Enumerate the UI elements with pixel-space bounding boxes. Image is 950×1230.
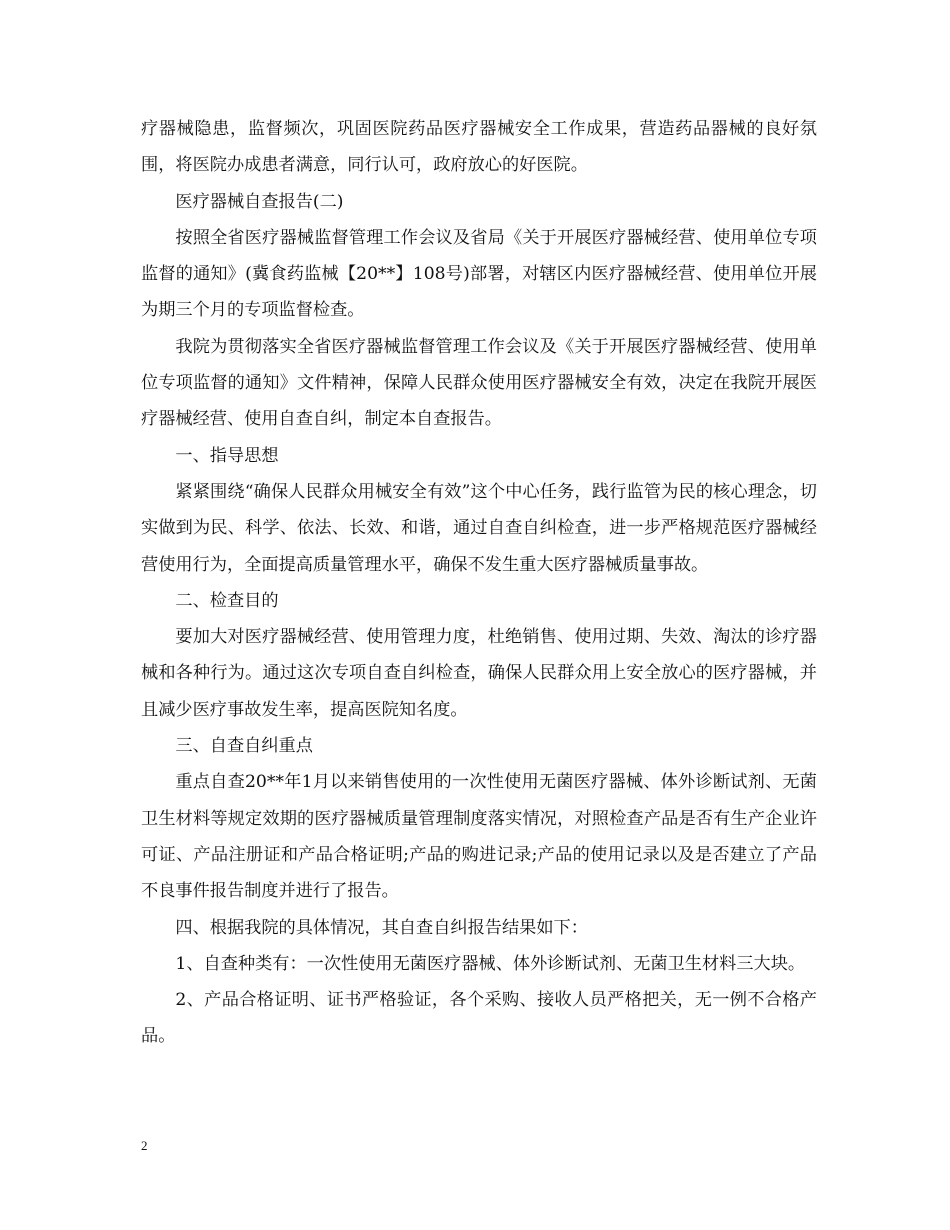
heading-inspection-purpose: 二、检查目的 xyxy=(175,590,279,611)
paragraph-13: 2、产品合格证明、证书严格验证，各个采购、接收人员严格把关，无一例不合格产品。 xyxy=(141,990,817,1047)
paragraph-1: 疗器械隐患，监督频次，巩固医院药品医疗器械安全工作成果，营造药品器械的良好氛围，将医院办成患者满意，同行认可，政府放心的好医院。 xyxy=(141,119,817,176)
paragraph-8: 要加大对医疗器械经营、使用管理力度，杜绝销售、使用过期、失效、淘汰的诊疗器械和各种行为。通过这次专项自查自纠检查，确保人民群众用上安全放心的医疗器械，并且减少医疗事故发生率，提高医院知名度。 xyxy=(141,627,817,720)
heading-guiding-thought: 一、指导思想 xyxy=(175,445,279,466)
paragraph-12: 1、自查种类有：一次性使用无菌医疗器械、体外诊断试剂、无菌卫生材料三大块。 xyxy=(175,953,806,974)
paragraph-3: 按照全省医疗器械监督管理工作会议及省局《关于开展医疗器械经营、使用单位专项监督的通知》(冀食药监械【20**】108号)部署，对辖区内医疗器械经营、使用单位开展为期三个月的专项监督检查。 xyxy=(141,227,817,321)
heading-results: 四、根据我院的具体情况，其自查自纠报告结果如下： xyxy=(175,917,588,938)
section-title-report-2: 医疗器械自查报告(二) xyxy=(175,191,344,212)
paragraph-4: 我院为贯彻落实全省医疗器械监督管理工作会议及《关于开展医疗器械经营、使用单位专项监督的通知》文件精神，保障人民群众使用医疗器械安全有效，决定在我院开展医疗器械经营、使用自查自纠，制定本自查报告。 xyxy=(141,336,817,430)
paragraph-10: 重点自查20**年1月以来销售使用的一次性使用无菌医疗器械、体外诊断试剂、无菌卫生材料等规定效期的医疗器械质量管理制度落实情况，对照检查产品是否有生产企业许可证、产品注册证和产品合格证明;产品的购进记录;产品的使用记录以及是否建立了产品不良事件报告制度并进行了报告。 xyxy=(141,772,817,902)
paragraph-6: 紧紧围绕“确保人民群众用械安全有效”这个中心任务，践行监管为民的核心理念，切实做到为民、科学、依法、长效、和谐，通过自查自纠检查，进一步严格规范医疗器械经营使用行为，全面提高质量管理水平，确保不发生重大医疗器械质量事故。 xyxy=(141,481,817,575)
heading-self-check-focus: 三、自查自纠重点 xyxy=(175,736,313,757)
document-body xyxy=(141,111,817,1055)
page-number: 2 xyxy=(141,1138,148,1153)
